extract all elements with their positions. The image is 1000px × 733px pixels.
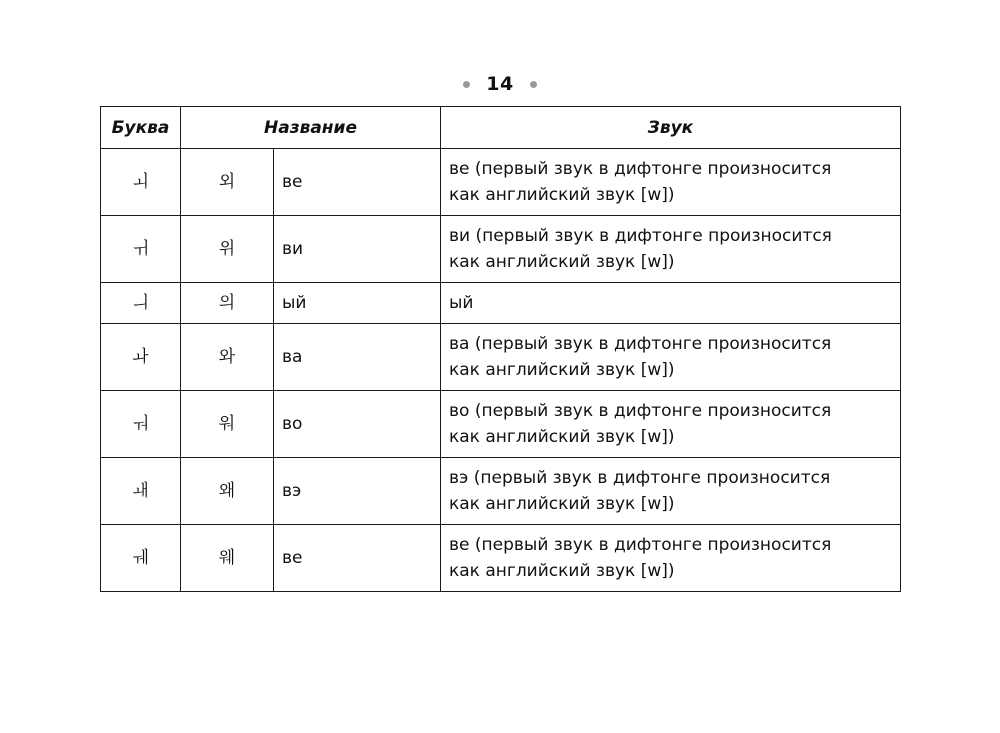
header-name: Название	[181, 107, 441, 149]
sound-line-2: как английский звук [w])	[449, 427, 675, 447]
name-cell: вэ	[274, 458, 441, 525]
sound-line-2: как английский звук [w])	[449, 561, 675, 581]
letter-cell: ㅚ	[101, 149, 181, 216]
sound-line-1: вэ (первый звук в дифтонге произносится	[449, 468, 831, 488]
name-cell: во	[274, 391, 441, 458]
right-dot-icon	[530, 81, 537, 88]
letter-cell: ㅘ	[101, 324, 181, 391]
header-letter: Буква	[101, 107, 181, 149]
sound-cell	[441, 391, 901, 458]
sound-cell	[441, 525, 901, 592]
letter-cell: ㅞ	[101, 525, 181, 592]
sound-cell	[441, 283, 901, 324]
table-row	[101, 391, 901, 458]
name-cell: ве	[274, 149, 441, 216]
page-number: 14	[486, 73, 514, 95]
syllable-cell: 외	[181, 149, 274, 216]
table-row	[101, 216, 901, 283]
table-row	[101, 149, 901, 216]
letter-cell: ㅝ	[101, 391, 181, 458]
sound-line-1: во (первый звук в дифтонге произносится	[449, 401, 832, 421]
syllable-cell: 위	[181, 216, 274, 283]
sound-cell	[441, 149, 901, 216]
sound-line-1: ве (первый звук в дифтонге произносится	[449, 159, 832, 179]
sound-cell	[441, 216, 901, 283]
table-row	[101, 283, 901, 324]
name-cell: ый	[274, 283, 441, 324]
syllable-cell: 왜	[181, 458, 274, 525]
syllable-cell: 의	[181, 283, 274, 324]
sound-line-1: ве (первый звук в дифтонге произносится	[449, 535, 832, 555]
name-cell: ве	[274, 525, 441, 592]
name-cell: ви	[274, 216, 441, 283]
sound-cell	[441, 324, 901, 391]
letter-cell: ㅙ	[101, 458, 181, 525]
sound-line-2: как английский звук [w])	[449, 252, 675, 272]
sound-line-2: как английский звук [w])	[449, 494, 675, 514]
table-header-row	[101, 107, 901, 149]
letter-cell: ㅟ	[101, 216, 181, 283]
sound-cell	[441, 458, 901, 525]
syllable-cell: 와	[181, 324, 274, 391]
table-row	[101, 458, 901, 525]
left-dot-icon	[463, 81, 470, 88]
sound-line-2: как английский звук [w])	[449, 360, 675, 380]
vowel-table	[100, 106, 901, 592]
letter-cell: ㅢ	[101, 283, 181, 324]
sound-line-2: как английский звук [w])	[449, 185, 675, 205]
header-sound: Звук	[441, 107, 901, 149]
sound-line-1: ва (первый звук в дифтонге произносится	[449, 334, 832, 354]
name-cell: ва	[274, 324, 441, 391]
syllable-cell: 웨	[181, 525, 274, 592]
page-header	[0, 70, 1000, 98]
table-row	[101, 324, 901, 391]
sound-line-1: ый	[449, 293, 474, 313]
table-row	[101, 525, 901, 592]
sound-line-1: ви (первый звук в дифтонге произносится	[449, 226, 832, 246]
syllable-cell: 워	[181, 391, 274, 458]
